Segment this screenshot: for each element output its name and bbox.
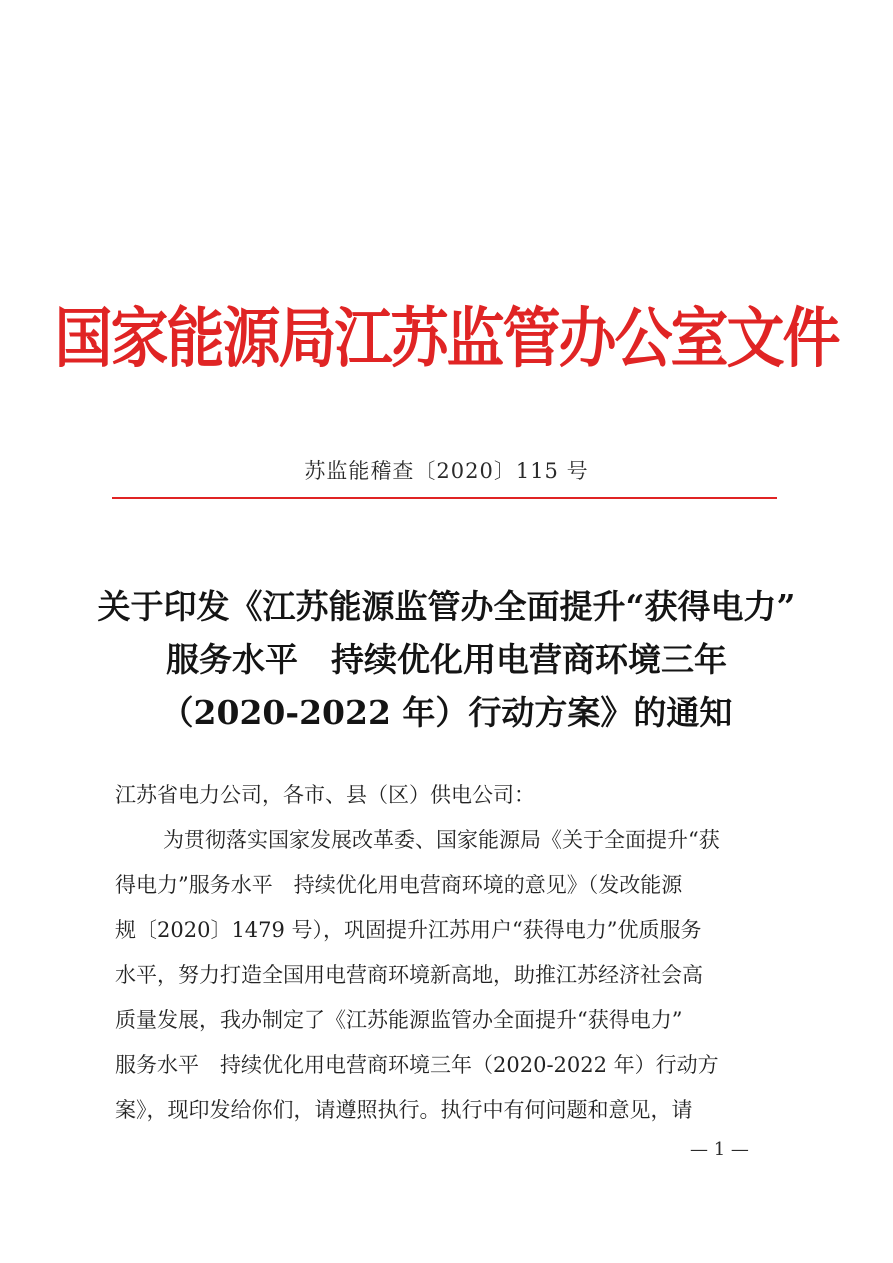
page-number: — 1 —	[690, 1139, 749, 1160]
body-line: 案》，现印发给你们，请遵照执行。执行中有何问题和意见，请	[115, 1098, 693, 1122]
notice-heading	[60, 580, 833, 739]
document-number: 苏监能稽查〔2020〕115 号	[304, 459, 589, 483]
issuing-authority-title: 国家能源局江苏监管办公室文件	[54, 299, 839, 377]
body-line: 规〔2020〕1479 号），巩固提升江苏用户“获得电力”优质服务	[115, 918, 702, 942]
notice-heading-line: 关于印发《江苏能源监管办全面提升“获得电力”	[97, 587, 796, 626]
body-line: 质量发展，我办制定了《江苏能源监管办全面提升“获得电力”	[115, 1008, 683, 1032]
addressee-line: 江苏省电力公司，各市、县（区）供电公司：	[115, 783, 535, 807]
red-divider-line	[112, 497, 777, 499]
body-line: 为贯彻落实国家发展改革委、国家能源局《关于全面提升“获	[163, 828, 720, 852]
body-line: 得电力”服务水平 持续优化用电营商环境的意见》（发改能源	[115, 873, 683, 897]
body-paragraph	[115, 818, 795, 1133]
notice-heading-line: 服务水平 持续优化用电营商环境三年	[166, 640, 727, 679]
notice-heading-line: （2020-2022 年）行动方案》的通知	[160, 693, 733, 732]
body-line: 水平，努力打造全国用电营商环境新高地，助推江苏经济社会高	[115, 963, 703, 987]
body-line: 服务水平 持续优化用电营商环境三年（2020-2022 年）行动方	[115, 1053, 719, 1077]
